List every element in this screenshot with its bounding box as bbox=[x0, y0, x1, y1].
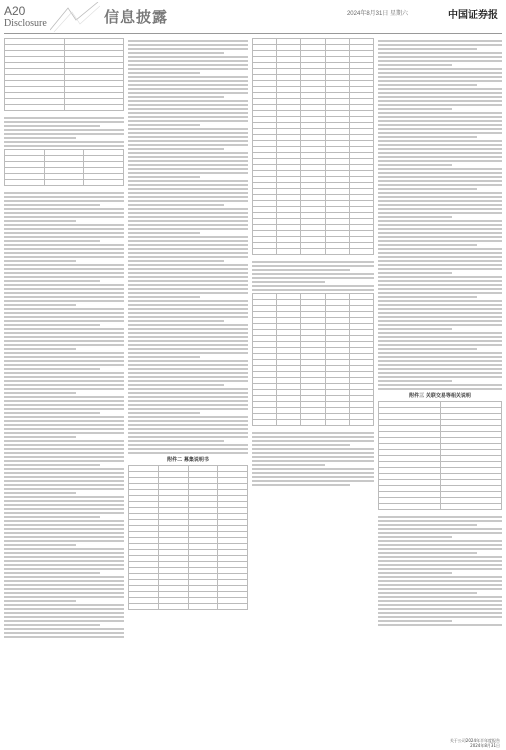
page-number: A20 bbox=[4, 4, 26, 18]
dateline: 2024年8月31日 星期六 bbox=[346, 11, 408, 17]
column-3-table-lower bbox=[252, 293, 374, 426]
decorative-lines-icon bbox=[50, 2, 100, 32]
column-4-table bbox=[378, 401, 502, 510]
column-3 bbox=[252, 38, 374, 740]
paper-name: 中国证券报 bbox=[448, 10, 498, 21]
section-title: 信息披露 bbox=[104, 8, 169, 26]
page-label: Disclosure bbox=[4, 18, 47, 29]
footer bbox=[450, 738, 500, 748]
column-3-table-main bbox=[252, 38, 374, 255]
column-1 bbox=[4, 38, 124, 740]
column-2 bbox=[128, 38, 248, 740]
footer-line-1: 关于公司2024年半年度报告 bbox=[449, 738, 500, 743]
masthead bbox=[448, 6, 498, 21]
column-2-table bbox=[128, 465, 248, 610]
page-header bbox=[0, 0, 506, 34]
footer-line-2: 2024年8月31日 bbox=[470, 743, 500, 748]
column-4 bbox=[378, 38, 502, 740]
column-2-table-title: 附件二 募集说明书 bbox=[167, 457, 209, 463]
info-table bbox=[4, 38, 124, 111]
column-4-table-title: 附件三 关联交易等相关说明 bbox=[409, 393, 471, 399]
secondary-table bbox=[4, 149, 124, 186]
header-rule bbox=[4, 33, 502, 34]
